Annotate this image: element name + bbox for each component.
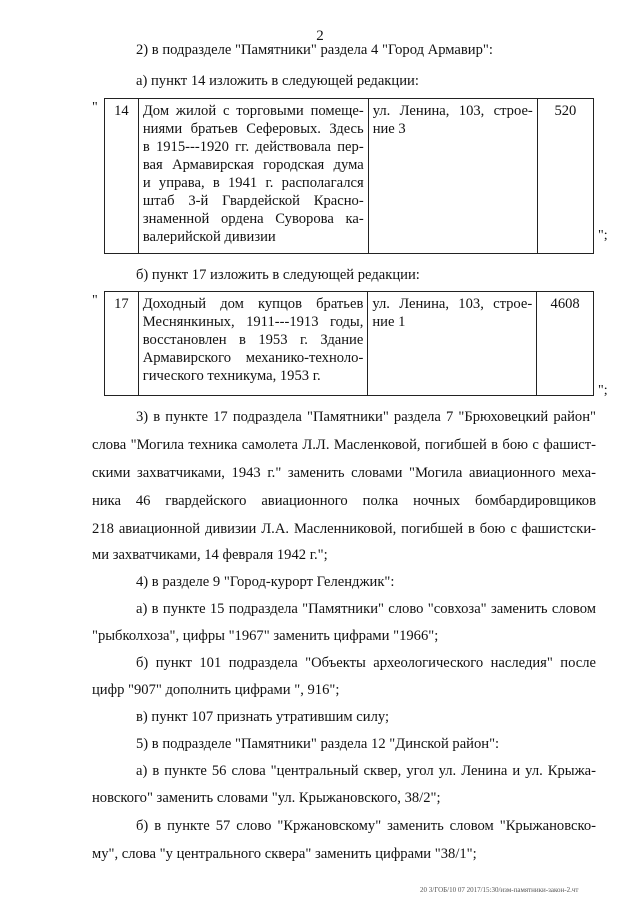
- desc-line: валерийской дивизии: [142, 229, 276, 245]
- item4b-line: б) пункт 101 подраздела "Объекты археологического наследия" после: [136, 655, 596, 671]
- table2: [104, 291, 594, 396]
- item2a: а) пункт 14 изложить в следующей редакции:: [136, 73, 419, 89]
- desc-line: знаменной ордена Суворова ка-: [142, 211, 364, 227]
- table2-open-quote: ": [92, 293, 98, 308]
- table2-address: [368, 292, 537, 396]
- addr-line: ние 1: [372, 314, 406, 330]
- table1-num: 14: [105, 99, 139, 254]
- desc-line: и управа, в 1941 г. располагался: [142, 175, 364, 191]
- desc-line: Меснянкиных, 1911---1913 годы,: [142, 314, 364, 330]
- item2-intro: 2) в подразделе "Памятники" раздела 4 "Город Армавир":: [136, 42, 493, 58]
- item3-line: скими захватчиками, 1943 г." заменить словами "Могила авиационного меха-: [92, 465, 596, 481]
- table2-desc: [138, 292, 368, 396]
- table1-close-quote: ";: [598, 228, 608, 243]
- item5b-line: му", слова "у центрального сквера" заменить цифрами "38/1";: [92, 846, 477, 862]
- item4b-line: цифр "907" дополнить цифрами ", 916";: [92, 682, 340, 698]
- item5a-line: а) в пункте 56 слова "центральный сквер, угол ул. Ленина и ул. Крыжа-: [136, 763, 596, 779]
- item4: 4) в разделе 9 "Город-курорт Геленджик":: [136, 574, 395, 590]
- table1-open-quote: ": [92, 100, 98, 115]
- desc-line: гического техникума, 1953 г.: [142, 368, 321, 384]
- table1-desc: [138, 99, 368, 254]
- table1-address: [368, 99, 537, 254]
- desc-line: штаб 3-й Гвардейской Красно-: [142, 193, 364, 209]
- page-number: 2: [316, 28, 324, 44]
- desc-line: вая Армавирская городская дума: [142, 157, 364, 173]
- desc-line: в 1915---1920 гг. действовала пер-: [142, 139, 364, 155]
- table2-num: 17: [105, 292, 139, 396]
- table2-value: 4608: [537, 292, 594, 396]
- desc-line: Дом жилой с торговыми помеще-: [142, 103, 364, 119]
- item3-line: ника 46 гвардейского авиационного полка ночных бомбардировщиков: [92, 493, 596, 509]
- table2-close-quote: ";: [598, 383, 608, 398]
- item4a-line: а) в пункте 15 подраздела "Памятники" слово "совхоза" заменить словом: [136, 601, 596, 617]
- desc-line: восстановлен в 1953 г. Здание: [142, 332, 364, 348]
- item4a-line: "рыбколхоза", цифры "1967" заменить цифрами "1966";: [92, 628, 439, 644]
- item4c: в) пункт 107 признать утратившим силу;: [136, 709, 390, 725]
- item5a-line: новского" заменить словами "ул. Крыжановского, 38/2";: [92, 790, 441, 806]
- item3-line: 3) в пункте 17 подраздела "Памятники" раздела 7 "Брюховецкий район": [136, 409, 596, 425]
- desc-line: Армавирского механико-техноло-: [142, 350, 364, 366]
- table1-value: 520: [537, 99, 593, 254]
- item5b-line: б) в пункте 57 слово "Кржановскому" заменить словом "Крыжановско-: [136, 818, 596, 834]
- addr-line: ние 3: [372, 121, 406, 137]
- desc-line: Доходный дом купцов братьев: [142, 296, 364, 312]
- addr-line: ул. Ленина, 103, строе-: [372, 296, 533, 312]
- desc-line: ниями братьев Сеферовых. Здесь: [142, 121, 364, 137]
- footer-stamp: 20 3/ГОБ/10 07 2017/15:30/изм-памятники-закон-2.чт: [420, 886, 579, 894]
- item3-line: 218 авиационной дивизии Л.А. Масленниковой, погибшей в бою с фашистски-: [92, 521, 596, 537]
- item3-line: ми захватчиками, 14 февраля 1942 г.";: [92, 547, 328, 563]
- item5: 5) в подразделе "Памятники" раздела 12 "Динской район":: [136, 736, 500, 752]
- item3-line: слова "Могила техника самолета Л.Л. Масленковой, погибшей в бою с фашист-: [92, 437, 596, 453]
- table1: [104, 98, 594, 254]
- addr-line: ул. Ленина, 103, строе-: [372, 103, 533, 119]
- item2b: б) пункт 17 изложить в следующей редакции:: [136, 267, 420, 283]
